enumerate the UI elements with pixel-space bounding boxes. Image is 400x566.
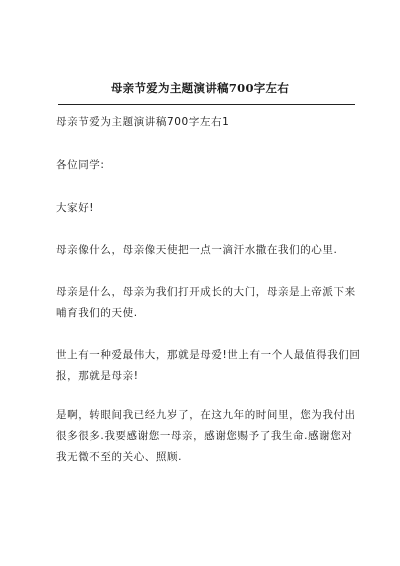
document-title: 母亲节爱为主题演讲稿700字左右: [110, 81, 290, 95]
paragraph-body: 母亲像什么，母亲像天使把一点一滴汗水撒在我们的心里.: [56, 244, 338, 256]
paragraph-body: 世上有一种爱最伟大，那就是母爱!世上有一个人最值得我们回报，那就是母亲!: [56, 349, 361, 382]
paragraph-body: 是啊，转眼间我已经九岁了，在这九年的时间里，您为我付出很多很多.我要感谢您一母亲，感谢您赐予了我生命.感谢您对我无微不至的关心、照顾.: [56, 409, 356, 463]
paragraph-body: 母亲是什么，母亲为我们打开成长的大门，母亲是上帝派下来哺育我们的天使.: [56, 286, 356, 319]
paragraph-greeting: 大家好!: [56, 202, 95, 214]
title-underline: [58, 104, 355, 105]
paragraph-subtitle: 母亲节爱为主题演讲稿700字左右1: [56, 116, 230, 128]
paragraph-salutation: 各位同学:: [56, 159, 105, 171]
